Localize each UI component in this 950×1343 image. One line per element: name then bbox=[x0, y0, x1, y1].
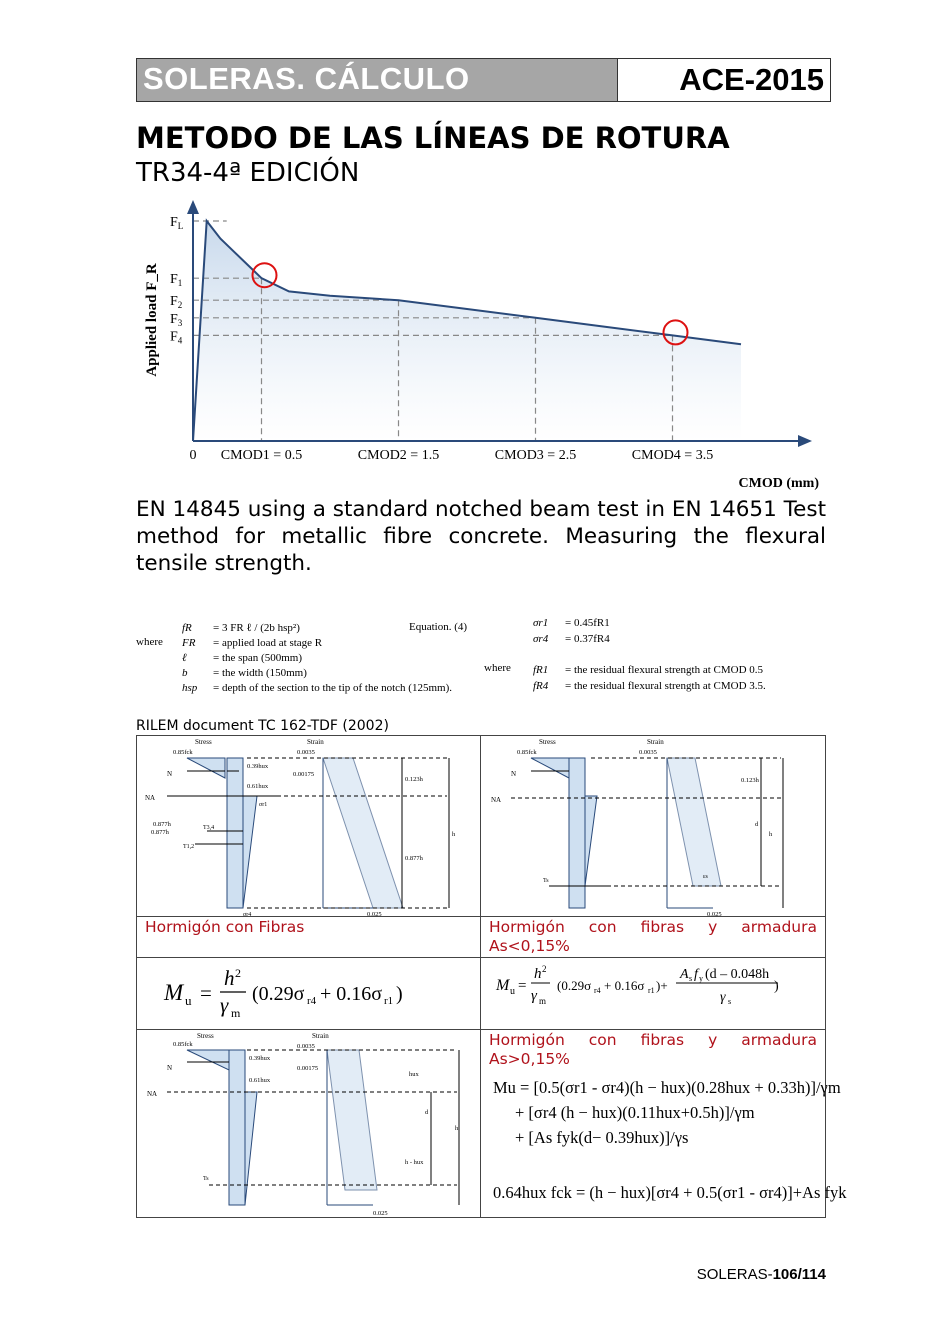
diagram-h: h bbox=[455, 1125, 459, 1132]
svg-text:s: s bbox=[728, 997, 732, 1006]
diagram-h0877: 0.877h bbox=[405, 855, 423, 862]
svg-text:s: s bbox=[689, 974, 693, 983]
equation-defs-left bbox=[213, 621, 452, 696]
y-tick-label: $F_L$ bbox=[170, 215, 184, 231]
diagram-h061: 0.61hux bbox=[249, 1077, 271, 1084]
diagram-e0025: 0.025 bbox=[367, 911, 382, 916]
svg-text:2: 2 bbox=[235, 968, 241, 980]
x-tick-label: CMOD4 = 3.5 bbox=[631, 448, 714, 463]
svg-text:y: y bbox=[699, 974, 703, 983]
equation-defs-right-top bbox=[565, 615, 610, 647]
cell-label-fibres: Hormigón con Fibras bbox=[145, 918, 305, 936]
diagram-n: N bbox=[167, 1064, 173, 1072]
eq-def: = the width (150mm) bbox=[213, 667, 307, 679]
svg-text:γ: γ bbox=[531, 988, 537, 1004]
svg-text:r4: r4 bbox=[594, 986, 601, 995]
diagram-h039: 0.39hux bbox=[249, 1055, 271, 1062]
svg-text:r1: r1 bbox=[648, 986, 655, 995]
diagram-e0035: 0.0035 bbox=[639, 749, 657, 756]
diagram-frac2: 0.877h bbox=[151, 829, 169, 836]
equation-defs-right-bottom bbox=[565, 662, 766, 694]
diagram-n: N bbox=[511, 770, 517, 778]
diagram-e00175: 0.00175 bbox=[297, 1065, 319, 1072]
diagram-e0025: 0.025 bbox=[373, 1210, 388, 1217]
y-tick-label: $F_4$ bbox=[170, 329, 183, 346]
diagram-sr1: σr1 bbox=[259, 802, 268, 808]
description-paragraph: EN 14845 using a standard notched beam test in EN 14651 Test method for metallic fibre concrete. Measuring the flexural tensile strength. bbox=[136, 497, 826, 576]
diagram-strain-label: Strain bbox=[312, 1032, 329, 1040]
diagram-h: h bbox=[452, 831, 456, 838]
header-section bbox=[137, 59, 617, 101]
diagram-d: d bbox=[755, 821, 759, 828]
formula-moment-reinf-low bbox=[494, 964, 824, 1019]
svg-text:h: h bbox=[224, 968, 235, 990]
where-label-left: where bbox=[136, 636, 163, 648]
svg-text:(0.29σ: (0.29σ bbox=[252, 983, 305, 1005]
formula-moment-reinf-high bbox=[493, 1075, 847, 1205]
diagram-f085: 0.85fck bbox=[173, 1041, 193, 1048]
equation-symbols-right-top bbox=[533, 615, 548, 647]
eq-sym: σr4 bbox=[533, 633, 549, 645]
diagram-e00175: 0.00175 bbox=[293, 771, 315, 778]
svg-text:)+: )+ bbox=[656, 978, 668, 993]
stress-strain-diagram-reinf-low bbox=[481, 736, 825, 916]
equation-label: Equation. (4) bbox=[409, 621, 468, 633]
diagram-e0025: 0.025 bbox=[707, 911, 722, 916]
diagram-ts: Ts bbox=[203, 1176, 209, 1182]
svg-text:2: 2 bbox=[542, 964, 547, 974]
diagram-frac1: 0.877h bbox=[153, 821, 171, 828]
y-tick-label: $F_2$ bbox=[170, 294, 183, 311]
svg-text:(0.29σ: (0.29σ bbox=[557, 978, 592, 993]
diagram-sr4: σr4 bbox=[243, 912, 252, 916]
svg-text:r1: r1 bbox=[384, 995, 394, 1007]
svg-text:A: A bbox=[680, 967, 689, 982]
equation-symbols-right-bottom bbox=[533, 662, 548, 694]
diagram-stress-label: Stress bbox=[195, 738, 212, 746]
diagram-e0035: 0.0035 bbox=[297, 749, 315, 756]
svg-text:γ: γ bbox=[220, 993, 229, 1017]
svg-text:): ) bbox=[396, 983, 403, 1005]
svg-text:+ 0.16σ: + 0.16σ bbox=[320, 983, 383, 1005]
svg-text:(d – 0.048h: (d – 0.048h bbox=[705, 967, 770, 982]
cmod-chart bbox=[136, 200, 826, 500]
diagram-na: NA bbox=[145, 794, 156, 802]
formula-moment-fibres bbox=[160, 968, 460, 1030]
diagram-na: NA bbox=[491, 796, 502, 804]
eq-sym: ℓ bbox=[182, 652, 187, 664]
origin-label: 0 bbox=[189, 448, 197, 463]
diagram-t34: T3,4 bbox=[203, 825, 215, 831]
doc-code: ACE-2015 bbox=[679, 62, 824, 97]
stress-strain-diagram-reinf-high bbox=[137, 1030, 479, 1217]
table-divider-h bbox=[136, 957, 826, 958]
diagram-stress-label: Stress bbox=[539, 738, 556, 746]
svg-text:u: u bbox=[510, 986, 515, 997]
eq-def: = the residual flexural strength at CMOD 0.5 bbox=[565, 664, 764, 676]
diagram-na: NA bbox=[147, 1090, 158, 1098]
diagram-hminus: h - hux bbox=[405, 1159, 424, 1166]
x-tick-label: CMOD2 = 1.5 bbox=[357, 448, 440, 463]
eq-def: = the residual flexural strength at CMOD 3.5. bbox=[565, 680, 766, 692]
eq-def: = 0.37fR4 bbox=[565, 633, 610, 645]
table-divider-h bbox=[136, 916, 826, 917]
section-title: SOLERAS. CÁLCULO bbox=[143, 61, 470, 96]
formula-m2-svg bbox=[494, 964, 824, 1014]
svg-text:u: u bbox=[185, 993, 192, 1008]
eq-def: = applied load at stage R bbox=[213, 637, 323, 649]
where-label-right: where bbox=[484, 662, 511, 674]
header-code bbox=[617, 59, 830, 101]
svg-text:r4: r4 bbox=[307, 995, 317, 1007]
stress-strain-diagram-fibres bbox=[137, 736, 479, 916]
y-tick-label: $F_3$ bbox=[170, 311, 183, 328]
x-tick-label: CMOD3 = 2.5 bbox=[494, 448, 577, 463]
footer-total: /114 bbox=[797, 1266, 826, 1283]
diagram-hux: hux bbox=[409, 1071, 419, 1078]
eq-sym: hsp bbox=[182, 682, 198, 694]
svg-text:+ 0.16σ: + 0.16σ bbox=[604, 978, 645, 993]
diagram-f085: 0.85fck bbox=[517, 749, 537, 756]
eq-def: = the span (500mm) bbox=[213, 652, 302, 664]
diagram-f085: 0.85fck bbox=[173, 749, 193, 756]
eq-def: = 0.45fR1 bbox=[565, 617, 610, 629]
x-axis-label: CMOD (mm) bbox=[738, 476, 819, 491]
cell-label-reinf-high: Hormigón con fibras y armadura As>0,15% bbox=[489, 1031, 817, 1068]
formula-m1-svg bbox=[160, 968, 460, 1024]
formula-line: Mu = [0.5(σr1 - σr4)(h − hux)(0.28hux + 0.33h)]/γm bbox=[493, 1078, 841, 1097]
eq-sym: b bbox=[182, 667, 188, 679]
diagram-t12: T1,2 bbox=[183, 844, 195, 850]
eq-def: = depth of the section to the tip of the notch (125mm). bbox=[213, 682, 452, 694]
eq-sym: fR4 bbox=[533, 680, 549, 692]
page-footer bbox=[697, 1266, 826, 1283]
svg-text:m: m bbox=[539, 996, 547, 1006]
footer-prefix: SOLERAS- bbox=[696, 1266, 773, 1283]
diagram-h061: 0.61hux bbox=[247, 783, 269, 790]
diagram-h: h bbox=[769, 831, 773, 838]
eq-sym: fR bbox=[182, 622, 192, 634]
diagram-h039: 0.39hux bbox=[247, 763, 269, 770]
eq-sym: σr1 bbox=[533, 617, 549, 629]
diagram-h0123: 0.123h bbox=[741, 777, 759, 784]
diagram-stress-label: Stress bbox=[197, 1032, 214, 1040]
chart-area bbox=[193, 221, 741, 441]
svg-text:): ) bbox=[774, 979, 779, 994]
diagram-ts: Ts bbox=[543, 878, 549, 884]
footer-page: 106 bbox=[772, 1266, 798, 1283]
page-title: METODO DE LAS LÍNEAS DE ROTURA bbox=[136, 121, 730, 155]
svg-text:M: M bbox=[496, 977, 510, 994]
header-divider bbox=[617, 59, 618, 101]
eq-def: = 3 FR ℓ / (2b hsp²) bbox=[213, 622, 300, 634]
diagram-e0035: 0.0035 bbox=[297, 1043, 315, 1050]
formula-line: + [As fyk(d− 0.39hux)]/γs bbox=[515, 1128, 689, 1147]
svg-text:M: M bbox=[164, 980, 184, 1005]
svg-text:h: h bbox=[534, 966, 542, 982]
rilem-caption: RILEM document TC 162-TDF (2002) bbox=[136, 718, 389, 734]
eq-sym: fR1 bbox=[533, 664, 549, 676]
y-axis-label: Applied load F_R bbox=[144, 263, 160, 377]
diagram-strain-label: Strain bbox=[307, 738, 324, 746]
svg-text:γ: γ bbox=[720, 990, 726, 1005]
diagram-h0123: 0.123h bbox=[405, 776, 423, 783]
diagram-strain-label: Strain bbox=[647, 738, 664, 746]
eq-sym: FR bbox=[182, 637, 196, 649]
x-axis-arrow bbox=[798, 435, 812, 447]
y-tick-label: $F_1$ bbox=[170, 272, 183, 289]
y-axis-arrow bbox=[187, 200, 199, 214]
cell-label-reinf-low: Hormigón con fibras y armadura As<0,15% bbox=[489, 918, 817, 955]
svg-text:m: m bbox=[231, 1006, 241, 1020]
diagram-es: εs bbox=[703, 874, 708, 880]
formula-line: + [σr4 (h − hux)(0.11hux+0.5h)]/γm bbox=[515, 1103, 755, 1122]
svg-text:=: = bbox=[518, 978, 527, 994]
equation-symbols-left bbox=[182, 621, 197, 696]
diagram-n: N bbox=[167, 770, 173, 778]
diagram-d: d bbox=[425, 1109, 429, 1116]
x-tick-label: CMOD1 = 0.5 bbox=[220, 448, 303, 463]
formula-line: 0.64hux fck = (h − hux)[σr4 + 0.5(σr1 - σr4)]+As fyk bbox=[493, 1183, 847, 1202]
page-subtitle: TR34-4ª EDICIÓN bbox=[136, 158, 360, 188]
svg-text:f: f bbox=[694, 967, 698, 982]
svg-text:=: = bbox=[200, 981, 212, 1005]
